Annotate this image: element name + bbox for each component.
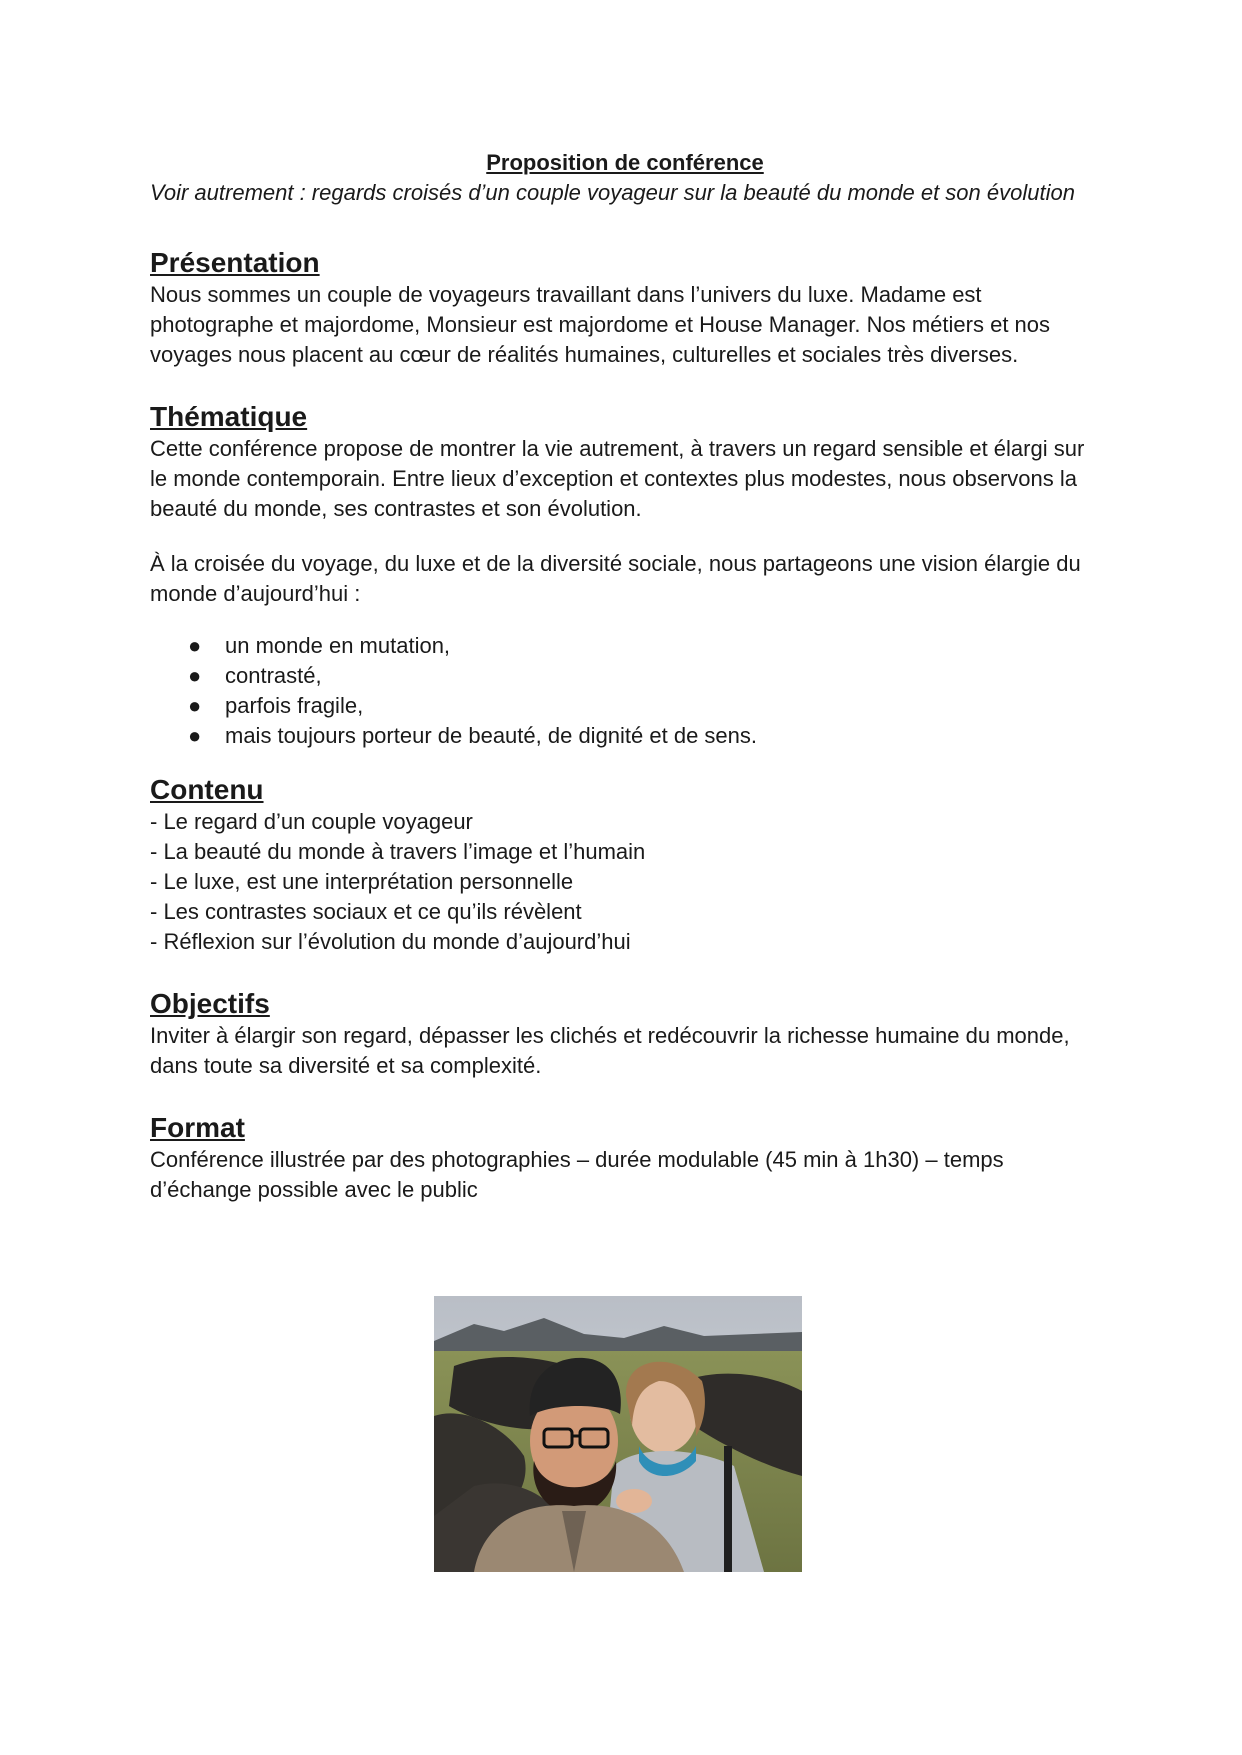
list-item: - Le regard d’un couple voyageur bbox=[150, 809, 473, 834]
list-item: ● parfois fragile, bbox=[188, 691, 1100, 721]
section-objectifs bbox=[150, 987, 1100, 1081]
heading-thematique: Thématique bbox=[150, 401, 308, 432]
presentation-text: Nous sommes un couple de voyageurs travaillant dans l’univers du luxe. Madame est photographe et majordome, Monsieur est majordome et House Manager. Nos métiers et nos voyages nous placent au cœur de réalités humaines, culturelles et sociales très diverses. bbox=[150, 282, 1051, 367]
list-item: ● mais toujours porteur de beauté, de dignité et de sens. bbox=[188, 721, 1100, 751]
section-presentation bbox=[150, 246, 1100, 370]
bullet-icon: ● bbox=[188, 723, 202, 748]
list-item: ● contrasté, bbox=[188, 661, 1100, 691]
thematique-text-1: Cette conférence propose de montrer la vie autrement, à travers un regard sensible et élargi sur le monde contemporain. Entre lieux d’exception et contextes plus modestes, nous observons la beauté du monde, ses contrastes et son évolution. bbox=[150, 436, 1085, 521]
couple-selfie-photo-icon bbox=[434, 1296, 802, 1572]
section-contenu bbox=[150, 773, 1100, 957]
bullet-icon: ● bbox=[188, 633, 202, 658]
list-item: - Les contrastes sociaux et ce qu’ils révèlent bbox=[150, 899, 582, 924]
couple-photo bbox=[434, 1296, 802, 1572]
thematique-bullet-list bbox=[150, 631, 1100, 751]
bullet-icon: ● bbox=[188, 663, 202, 688]
document-title: Proposition de conférence bbox=[486, 150, 764, 175]
list-item: ● un monde en mutation, bbox=[188, 631, 1100, 661]
list-item: - La beauté du monde à travers l’image et l’humain bbox=[150, 839, 646, 864]
list-item: - Le luxe, est une interprétation personnelle bbox=[150, 869, 574, 894]
heading-contenu: Contenu bbox=[150, 774, 264, 805]
list-item: - Réflexion sur l’évolution du monde d’aujourd’hui bbox=[150, 929, 631, 954]
thematique-text-2: À la croisée du voyage, du luxe et de la diversité sociale, nous partageons une vision élargie du monde d’aujourd’hui : bbox=[150, 551, 1081, 606]
section-thematique bbox=[150, 400, 1100, 751]
objectifs-text: Inviter à élargir son regard, dépasser les clichés et redécouvrir la richesse humaine du monde, dans toute sa diversité et sa complexité. bbox=[150, 1023, 1070, 1078]
heading-format: Format bbox=[150, 1112, 245, 1143]
section-format bbox=[150, 1111, 1100, 1205]
format-text: Conférence illustrée par des photographies – durée modulable (45 min à 1h30) – temps d’échange possible avec le public bbox=[150, 1147, 1004, 1202]
document-subtitle: Voir autrement : regards croisés d’un couple voyageur sur la beauté du monde et son évolution bbox=[150, 180, 1075, 205]
heading-objectifs: Objectifs bbox=[150, 988, 270, 1019]
document-page bbox=[150, 148, 1100, 1235]
bullet-icon: ● bbox=[188, 693, 202, 718]
heading-presentation: Présentation bbox=[150, 247, 320, 278]
